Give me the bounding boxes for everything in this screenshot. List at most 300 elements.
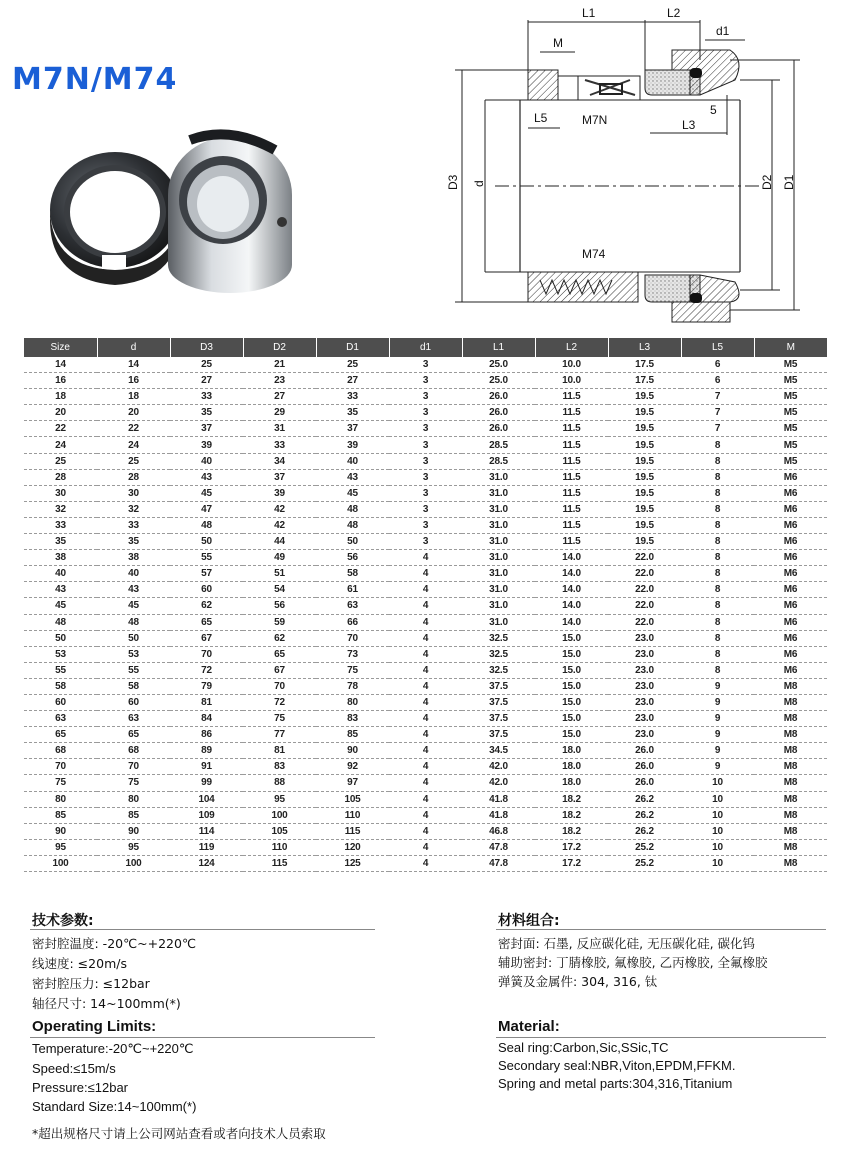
label-L1: L1 xyxy=(582,6,596,20)
table-cell: 45 xyxy=(170,485,243,501)
table-cell: 56 xyxy=(316,550,389,566)
table-cell: 47 xyxy=(170,501,243,517)
table-cell: 18.2 xyxy=(535,791,608,807)
label-5: 5 xyxy=(710,103,717,117)
table-cell: 75 xyxy=(97,775,170,791)
table-cell: 22 xyxy=(24,421,97,437)
table-cell: 8 xyxy=(681,582,754,598)
table-cell: 25.2 xyxy=(608,855,681,871)
table-cell: 20 xyxy=(24,405,97,421)
table-cell: 23 xyxy=(243,373,316,389)
table-cell: 19.5 xyxy=(608,453,681,469)
table-cell: M8 xyxy=(754,823,827,839)
table-cell: 68 xyxy=(24,743,97,759)
technical-drawing xyxy=(440,0,840,330)
table-cell: 28 xyxy=(97,469,170,485)
table-cell: 14.0 xyxy=(535,598,608,614)
label-D1: D1 xyxy=(782,174,796,190)
table-row xyxy=(24,373,827,389)
table-cell: 18.0 xyxy=(535,743,608,759)
table-cell: 40 xyxy=(97,566,170,582)
table-cell: 59 xyxy=(243,614,316,630)
table-cell: 19.5 xyxy=(608,469,681,485)
table-row xyxy=(24,501,827,517)
table-cell: 70 xyxy=(316,630,389,646)
label-L3: L3 xyxy=(682,118,696,132)
table-cell: 43 xyxy=(170,469,243,485)
table-cell: 85 xyxy=(316,727,389,743)
table-cell: 73 xyxy=(316,646,389,662)
table-cell: 8 xyxy=(681,469,754,485)
label-D2: D2 xyxy=(760,174,774,190)
table-cell: 31.0 xyxy=(462,614,535,630)
table-cell: M8 xyxy=(754,678,827,694)
table-cell: 75 xyxy=(24,775,97,791)
table-cell: 10 xyxy=(681,791,754,807)
table-cell: 119 xyxy=(170,839,243,855)
product-photo xyxy=(40,110,320,320)
table-cell: 3 xyxy=(389,357,462,373)
table-cell: 86 xyxy=(170,727,243,743)
table-cell: 15.0 xyxy=(535,678,608,694)
table-cell: M6 xyxy=(754,469,827,485)
table-cell: 60 xyxy=(97,694,170,710)
table-cell: 4 xyxy=(389,646,462,662)
table-cell: 42.0 xyxy=(462,775,535,791)
table-cell: 80 xyxy=(316,694,389,710)
table-cell: 23.0 xyxy=(608,694,681,710)
table-cell: 95 xyxy=(97,839,170,855)
table-cell: 4 xyxy=(389,743,462,759)
table-row xyxy=(24,823,827,839)
table-cell: 27 xyxy=(316,373,389,389)
table-cell: 9 xyxy=(681,678,754,694)
table-cell: 11.5 xyxy=(535,389,608,405)
table-cell: 41.8 xyxy=(462,807,535,823)
table-cell: 8 xyxy=(681,550,754,566)
material-cn-heading: 材料组合: xyxy=(498,913,560,929)
table-row xyxy=(24,421,827,437)
label-D3: D3 xyxy=(446,174,460,190)
table-cell: 10 xyxy=(681,855,754,871)
table-cell: 23.0 xyxy=(608,662,681,678)
table-cell: 110 xyxy=(243,839,316,855)
column-header: D2 xyxy=(243,338,316,357)
table-cell: 14.0 xyxy=(535,566,608,582)
table-cell: 85 xyxy=(97,807,170,823)
table-cell: 21 xyxy=(243,357,316,373)
table-cell: 31.0 xyxy=(462,582,535,598)
table-cell: 18.2 xyxy=(535,823,608,839)
table-cell: 37.5 xyxy=(462,727,535,743)
table-cell: 8 xyxy=(681,662,754,678)
table-cell: 14 xyxy=(97,357,170,373)
table-cell: 3 xyxy=(389,405,462,421)
table-cell: 11.5 xyxy=(535,534,608,550)
table-cell: 22.0 xyxy=(608,550,681,566)
table-row xyxy=(24,550,827,566)
table-cell: 81 xyxy=(243,743,316,759)
table-cell: 19.5 xyxy=(608,421,681,437)
table-cell: 7 xyxy=(681,389,754,405)
material-cn-line: 密封面: 石墨, 反应碳化硅, 无压碳化硅, 碳化钨 xyxy=(498,936,756,951)
table-cell: 32.5 xyxy=(462,646,535,662)
table-cell: 51 xyxy=(243,566,316,582)
table-cell: 4 xyxy=(389,711,462,727)
table-cell: 8 xyxy=(681,598,754,614)
table-row xyxy=(24,711,827,727)
table-cell: 3 xyxy=(389,453,462,469)
table-cell: M8 xyxy=(754,855,827,871)
table-cell: 105 xyxy=(316,791,389,807)
table-cell: 8 xyxy=(681,630,754,646)
table-cell: 35 xyxy=(24,534,97,550)
table-cell: 90 xyxy=(24,823,97,839)
table-cell: 80 xyxy=(97,791,170,807)
table-cell: 8 xyxy=(681,485,754,501)
table-cell: 15.0 xyxy=(535,646,608,662)
column-header: Size xyxy=(24,338,97,357)
column-header: D1 xyxy=(316,338,389,357)
table-cell: 19.5 xyxy=(608,405,681,421)
table-cell: 31.0 xyxy=(462,501,535,517)
table-cell: 19.5 xyxy=(608,517,681,533)
table-cell: 32 xyxy=(24,501,97,517)
table-cell: 32.5 xyxy=(462,630,535,646)
table-row xyxy=(24,437,827,453)
table-cell: 4 xyxy=(389,759,462,775)
table-cell: 55 xyxy=(170,550,243,566)
table-cell: M6 xyxy=(754,501,827,517)
table-cell: 43 xyxy=(97,582,170,598)
table-cell: 66 xyxy=(316,614,389,630)
table-cell: 3 xyxy=(389,469,462,485)
table-cell: 4 xyxy=(389,727,462,743)
label-M74: M74 xyxy=(582,247,606,261)
table-cell: 55 xyxy=(97,662,170,678)
table-cell: 8 xyxy=(681,517,754,533)
table-cell: 9 xyxy=(681,743,754,759)
table-cell: 97 xyxy=(316,775,389,791)
table-cell: 70 xyxy=(243,678,316,694)
material-cn-line: 弹簧及金属件: 304, 316, 钛 xyxy=(498,974,658,989)
table-cell: M6 xyxy=(754,566,827,582)
table-cell: 35 xyxy=(97,534,170,550)
table-cell: 39 xyxy=(243,485,316,501)
table-cell: 38 xyxy=(97,550,170,566)
table-cell: M6 xyxy=(754,646,827,662)
table-cell: 7 xyxy=(681,421,754,437)
table-cell: 22.0 xyxy=(608,598,681,614)
table-cell: 44 xyxy=(243,534,316,550)
table-cell: 100 xyxy=(24,855,97,871)
table-cell: 37.5 xyxy=(462,678,535,694)
table-cell: 35 xyxy=(170,405,243,421)
table-cell: 31.0 xyxy=(462,485,535,501)
table-cell: 77 xyxy=(243,727,316,743)
table-cell: 114 xyxy=(170,823,243,839)
table-cell: M6 xyxy=(754,614,827,630)
table-cell: 3 xyxy=(389,501,462,517)
table-cell: 47.8 xyxy=(462,839,535,855)
table-cell: 78 xyxy=(316,678,389,694)
material-en-line: Spring and metal parts:304,316,Titanium xyxy=(498,1076,733,1091)
table-cell: 31.0 xyxy=(462,469,535,485)
table-cell: M6 xyxy=(754,598,827,614)
table-cell: 63 xyxy=(97,711,170,727)
table-cell: 80 xyxy=(24,791,97,807)
table-cell: 24 xyxy=(24,437,97,453)
table-row xyxy=(24,614,827,630)
table-cell: 3 xyxy=(389,534,462,550)
table-row xyxy=(24,743,827,759)
table-cell: M8 xyxy=(754,743,827,759)
divider xyxy=(496,1037,826,1038)
table-cell: 62 xyxy=(170,598,243,614)
table-cell: 7 xyxy=(681,405,754,421)
table-cell: 22 xyxy=(97,421,170,437)
table-cell: 3 xyxy=(389,373,462,389)
table-cell: 50 xyxy=(97,630,170,646)
table-cell: 33 xyxy=(243,437,316,453)
column-header: M xyxy=(754,338,827,357)
table-row xyxy=(24,534,827,550)
material-en-heading: Material: xyxy=(498,1018,560,1035)
table-cell: 8 xyxy=(681,453,754,469)
table-cell: 26.2 xyxy=(608,791,681,807)
table-cell: 75 xyxy=(316,662,389,678)
table-cell: 53 xyxy=(97,646,170,662)
table-cell: 50 xyxy=(316,534,389,550)
table-cell: 27 xyxy=(243,389,316,405)
table-cell: 22.0 xyxy=(608,614,681,630)
table-cell: 42 xyxy=(243,517,316,533)
table-cell: 4 xyxy=(389,598,462,614)
table-row xyxy=(24,678,827,694)
table-cell: 11.5 xyxy=(535,485,608,501)
table-cell: 45 xyxy=(316,485,389,501)
table-cell: 18 xyxy=(24,389,97,405)
table-cell: 3 xyxy=(389,389,462,405)
table-cell: 40 xyxy=(316,453,389,469)
table-cell: 10 xyxy=(681,823,754,839)
table-row xyxy=(24,582,827,598)
column-header: L1 xyxy=(462,338,535,357)
table-cell: 9 xyxy=(681,759,754,775)
table-cell: M6 xyxy=(754,582,827,598)
table-cell: 60 xyxy=(170,582,243,598)
column-header: d xyxy=(97,338,170,357)
footnote: *超出规格尺寸请上公司网站查看或者向技术人员索取 xyxy=(32,1126,326,1141)
table-cell: 22.0 xyxy=(608,582,681,598)
table-cell: 70 xyxy=(97,759,170,775)
table-cell: 31.0 xyxy=(462,566,535,582)
table-cell: 6 xyxy=(681,373,754,389)
table-cell: 58 xyxy=(97,678,170,694)
table-cell: 25.0 xyxy=(462,373,535,389)
table-cell: 23.0 xyxy=(608,678,681,694)
table-cell: 37.5 xyxy=(462,694,535,710)
table-row xyxy=(24,694,827,710)
table-cell: 3 xyxy=(389,421,462,437)
table-cell: 42 xyxy=(243,501,316,517)
table-cell: 23.0 xyxy=(608,630,681,646)
table-cell: 83 xyxy=(316,711,389,727)
table-cell: 48 xyxy=(170,517,243,533)
table-cell: 3 xyxy=(389,437,462,453)
table-cell: 61 xyxy=(316,582,389,598)
table-cell: 32 xyxy=(97,501,170,517)
table-cell: 45 xyxy=(24,598,97,614)
table-cell: 110 xyxy=(316,807,389,823)
divider xyxy=(30,929,375,930)
table-cell: M5 xyxy=(754,437,827,453)
table-cell: 3 xyxy=(389,485,462,501)
table-header-row xyxy=(24,338,827,357)
table-cell: 8 xyxy=(681,437,754,453)
material-en-line: Seal ring:Carbon,Sic,SSic,TC xyxy=(498,1040,669,1055)
table-cell: 4 xyxy=(389,694,462,710)
table-cell: M8 xyxy=(754,694,827,710)
table-cell: 19.5 xyxy=(608,501,681,517)
table-cell: 67 xyxy=(170,630,243,646)
table-cell: M8 xyxy=(754,759,827,775)
table-cell: 54 xyxy=(243,582,316,598)
table-cell: M5 xyxy=(754,389,827,405)
table-cell: 38 xyxy=(24,550,97,566)
table-cell: M8 xyxy=(754,791,827,807)
column-header: D3 xyxy=(170,338,243,357)
table-cell: 26.0 xyxy=(462,389,535,405)
table-cell: 120 xyxy=(316,839,389,855)
table-cell: 25 xyxy=(170,357,243,373)
table-cell: 48 xyxy=(97,614,170,630)
table-cell: 57 xyxy=(170,566,243,582)
table-cell: 25 xyxy=(316,357,389,373)
table-cell: 10 xyxy=(681,775,754,791)
table-cell: 23.0 xyxy=(608,711,681,727)
table-cell: 28.5 xyxy=(462,453,535,469)
table-cell: 65 xyxy=(24,727,97,743)
table-cell: 92 xyxy=(316,759,389,775)
table-cell: 17.2 xyxy=(535,855,608,871)
tech-cn-line: 密封腔温度: -20℃~+220℃ xyxy=(32,936,196,951)
table-cell: 28.5 xyxy=(462,437,535,453)
table-cell: 8 xyxy=(681,501,754,517)
table-cell: M8 xyxy=(754,727,827,743)
table-cell: M5 xyxy=(754,405,827,421)
table-cell: 25 xyxy=(97,453,170,469)
table-cell: 39 xyxy=(316,437,389,453)
table-cell: 18 xyxy=(97,389,170,405)
table-cell: 30 xyxy=(24,485,97,501)
table-cell: M6 xyxy=(754,485,827,501)
table-cell: 26.2 xyxy=(608,807,681,823)
table-cell: 81 xyxy=(170,694,243,710)
table-cell: 49 xyxy=(243,550,316,566)
table-cell: 53 xyxy=(24,646,97,662)
table-cell: 18.0 xyxy=(535,775,608,791)
table-cell: 14 xyxy=(24,357,97,373)
table-cell: 50 xyxy=(170,534,243,550)
table-cell: 34 xyxy=(243,453,316,469)
tech-cn-line: 轴径尺寸: 14~100mm(*) xyxy=(32,996,181,1011)
table-cell: 48 xyxy=(316,517,389,533)
table-cell: 4 xyxy=(389,807,462,823)
table-cell: 37.5 xyxy=(462,711,535,727)
table-cell: 72 xyxy=(243,694,316,710)
table-cell: M6 xyxy=(754,662,827,678)
table-cell: 70 xyxy=(170,646,243,662)
material-cn-line: 辅助密封: 丁腈橡胶, 氟橡胶, 乙丙橡胶, 全氟橡胶 xyxy=(498,955,768,970)
table-cell: M8 xyxy=(754,775,827,791)
table-cell: 37 xyxy=(316,421,389,437)
table-cell: 4 xyxy=(389,823,462,839)
set-screw xyxy=(277,217,287,227)
table-cell: 32.5 xyxy=(462,662,535,678)
table-cell: 3 xyxy=(389,517,462,533)
table-cell: 37 xyxy=(170,421,243,437)
table-cell: 75 xyxy=(243,711,316,727)
table-cell: 11.5 xyxy=(535,437,608,453)
table-cell: 100 xyxy=(97,855,170,871)
table-row xyxy=(24,646,827,662)
table-cell: 27 xyxy=(170,373,243,389)
table-cell: 43 xyxy=(316,469,389,485)
table-cell: 56 xyxy=(243,598,316,614)
table-cell: 60 xyxy=(24,694,97,710)
table-cell: 67 xyxy=(243,662,316,678)
table-cell: 40 xyxy=(24,566,97,582)
table-cell: 23.0 xyxy=(608,727,681,743)
table-cell: 11.5 xyxy=(535,405,608,421)
table-cell: 14.0 xyxy=(535,614,608,630)
table-cell: 70 xyxy=(24,759,97,775)
table-cell: 26.0 xyxy=(608,775,681,791)
table-cell: 39 xyxy=(170,437,243,453)
tech-en-heading: Operating Limits: xyxy=(32,1018,157,1035)
table-cell: 125 xyxy=(316,855,389,871)
table-cell: 25 xyxy=(24,453,97,469)
table-cell: 34.5 xyxy=(462,743,535,759)
table-cell: 42.0 xyxy=(462,759,535,775)
table-cell: 109 xyxy=(170,807,243,823)
table-cell: M5 xyxy=(754,453,827,469)
table-cell: 11.5 xyxy=(535,453,608,469)
table-cell: 89 xyxy=(170,743,243,759)
table-row xyxy=(24,855,827,871)
table-cell: 124 xyxy=(170,855,243,871)
table-cell: 19.5 xyxy=(608,534,681,550)
table-cell: 11.5 xyxy=(535,421,608,437)
table-cell: 35 xyxy=(316,405,389,421)
table-row xyxy=(24,662,827,678)
table-cell: 46.8 xyxy=(462,823,535,839)
table-cell: 33 xyxy=(316,389,389,405)
table-cell: 19.5 xyxy=(608,485,681,501)
table-cell: M8 xyxy=(754,711,827,727)
material-en-line: Secondary seal:NBR,Viton,EPDM,FFKM. xyxy=(498,1058,736,1073)
table-cell: 43 xyxy=(24,582,97,598)
table-cell: M6 xyxy=(754,550,827,566)
table-cell: 84 xyxy=(170,711,243,727)
table-cell: 26.0 xyxy=(462,421,535,437)
table-cell: 4 xyxy=(389,550,462,566)
table-cell: 31 xyxy=(243,421,316,437)
table-cell: 28 xyxy=(24,469,97,485)
table-cell: 41.8 xyxy=(462,791,535,807)
table-cell: 4 xyxy=(389,791,462,807)
